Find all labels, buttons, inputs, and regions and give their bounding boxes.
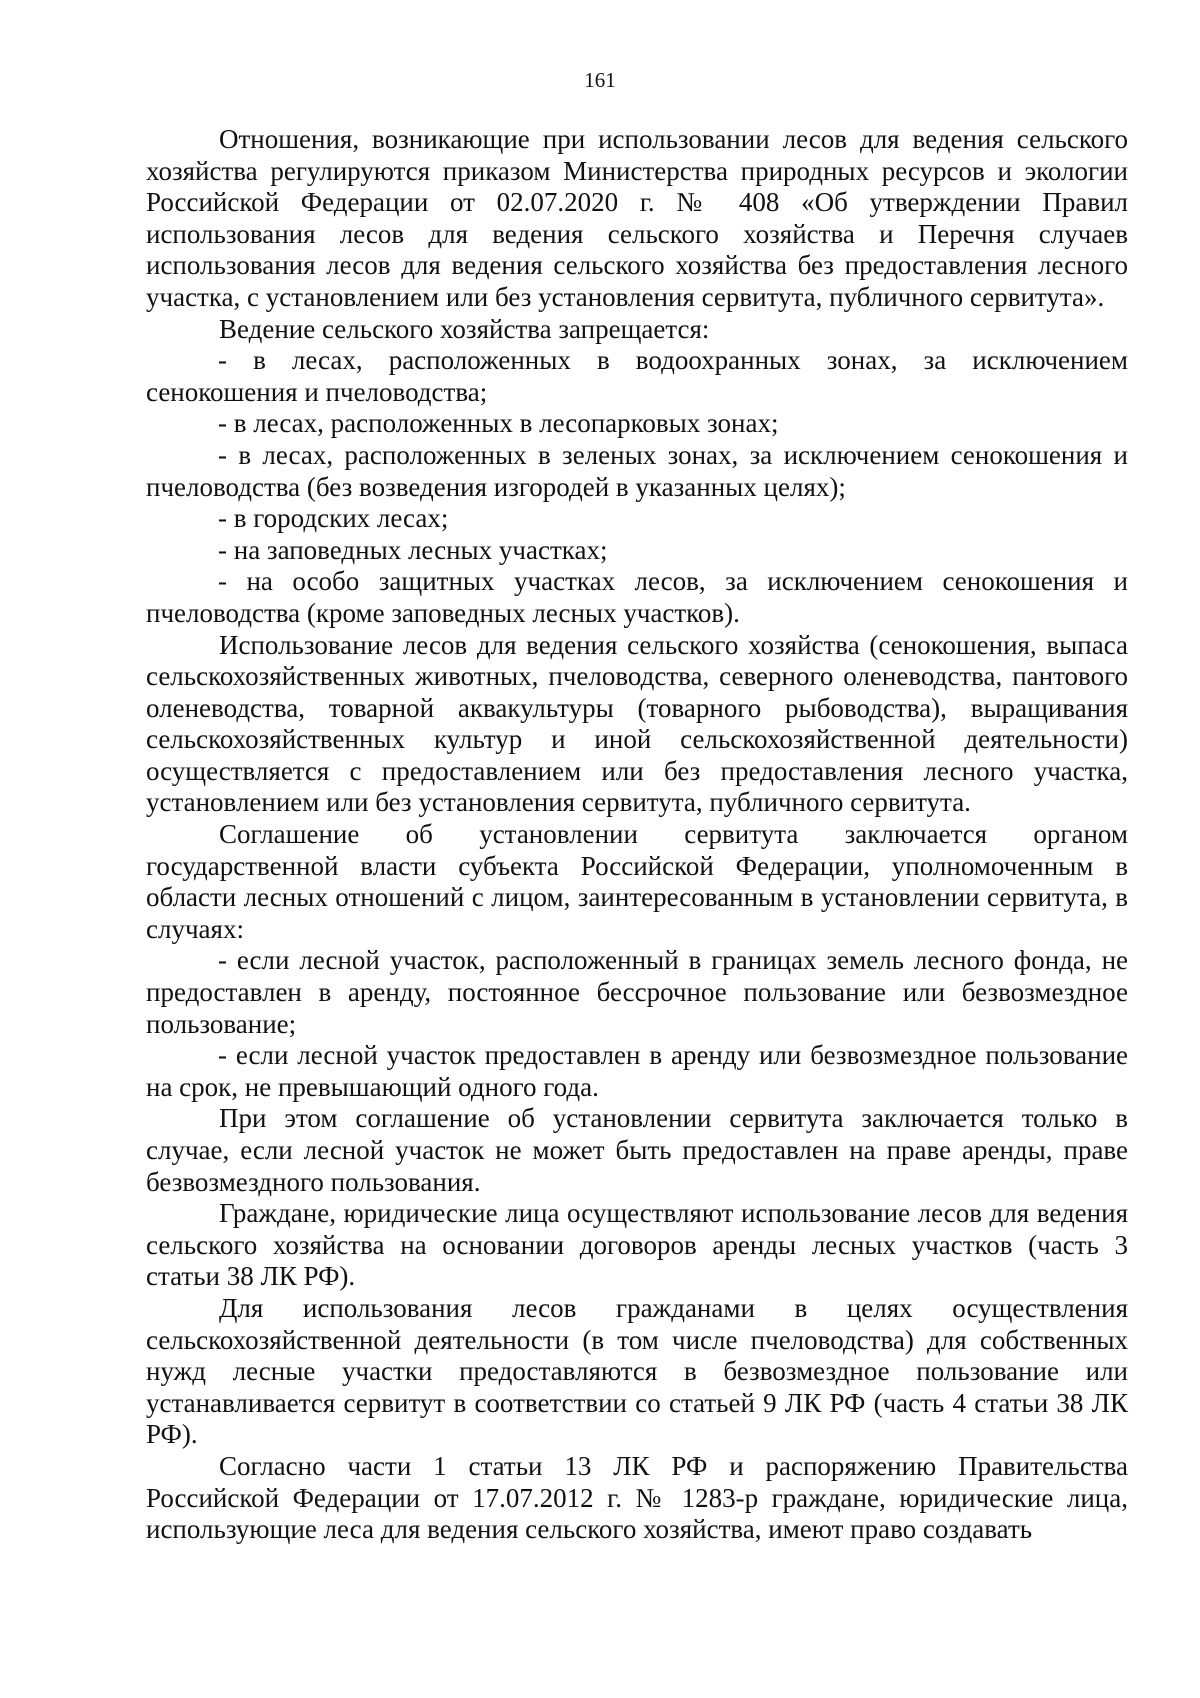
paragraph: Согласно части 1 статьи 13 ЛК РФ и распоряжению Правительства Российской Федерации от 17.07.2012 г. № 1283-р граждане, юридические лица, использующие леса для ведения сельского хозяйства, имеют право создавать bbox=[146, 1450, 1128, 1545]
paragraph: Граждане, юридические лица осуществляют использование лесов для ведения сельского хозяйства на основании договоров аренды лесных участков (часть 3 статьи 38 ЛК РФ). bbox=[146, 1198, 1128, 1292]
paragraph: Использование лесов для ведения сельского хозяйства (сенокошения, выпаса сельскохозяйственных животных, пчеловодства, северного оленеводства, пантового оленеводства, товарной аквакультуры (товарного рыбоводства), выращивания сельскохозяйственных культур и иной сельскохозяйственной деятельности) осуществляется с предоставлением или без предоставления лесного участка, установлением или без установления сервитута, публичного сервитута. bbox=[146, 629, 1128, 818]
list-item: - в городских лесах; bbox=[218, 503, 449, 534]
list-item: - на особо защитных участках лесов, за исключением сенокошения и пчеловодства (кроме заповедных лесных участков). bbox=[146, 566, 1128, 628]
list-item: - если лесной участок предоставлен в аренду или безвозмездное пользование на срок, не превышающий одного года. bbox=[146, 1040, 1128, 1102]
document-body bbox=[146, 124, 1128, 1546]
list-item: - в лесах, расположенных в зеленых зонах, за исключением сенокошения и пчеловодства (без возведения изгородей в указанных целях); bbox=[146, 439, 1128, 502]
paragraph: Для использования лесов гражданами в целях осуществления сельскохозяйственной деятельности (в том числе пчеловодства) для собственных нужд лесные участки предоставляются в безвозмездное пользование или устанавливается сервитут в соответствии со статьей 9 ЛК РФ (часть 4 статьи 38 ЛК РФ). bbox=[146, 1292, 1128, 1450]
paragraph: При этом соглашение об установлении сервитута заключается только в случае, если лесной участок не может быть предоставлен на праве аренды, праве безвозмездного пользования. bbox=[146, 1103, 1128, 1197]
paragraph: Ведение сельского хозяйства запрещается: bbox=[219, 313, 710, 344]
list-item: - если лесной участок, расположенный в границах земель лесного фонда, не предоставлен в аренду, постоянное бессрочное пользование или безвозмездное пользование; bbox=[146, 945, 1128, 1039]
page-number: 161 bbox=[584, 68, 616, 92]
list-item: - на заповедных лесных участках; bbox=[218, 534, 608, 565]
list-item: - в лесах, расположенных в лесопарковых зонах; bbox=[218, 408, 779, 439]
paragraph: Соглашение об установлении сервитута заключается органом государственной власти субъекта Российской Федерации, уполномоченным в области лесных отношений с лицом, заинтересованным в установлении сервитута, в случаях: bbox=[146, 819, 1128, 944]
paragraph: Отношения, возникающие при использовании лесов для ведения сельского хозяйства регулируются приказом Министерства природных ресурсов и экологии Российской Федерации от 02.07.2020 г. № 408 «Об утверждении Правил использования лесов для ведения сельского хозяйства и Перечня случаев использования лесов для ведения сельского хозяйства без предоставления лесного участка, с установлением или без установления сервитута, публичного сервитута». bbox=[146, 124, 1128, 312]
list-item: - в лесах, расположенных в водоохранных зонах, за исключением сенокошения и пчеловодства; bbox=[146, 345, 1128, 407]
